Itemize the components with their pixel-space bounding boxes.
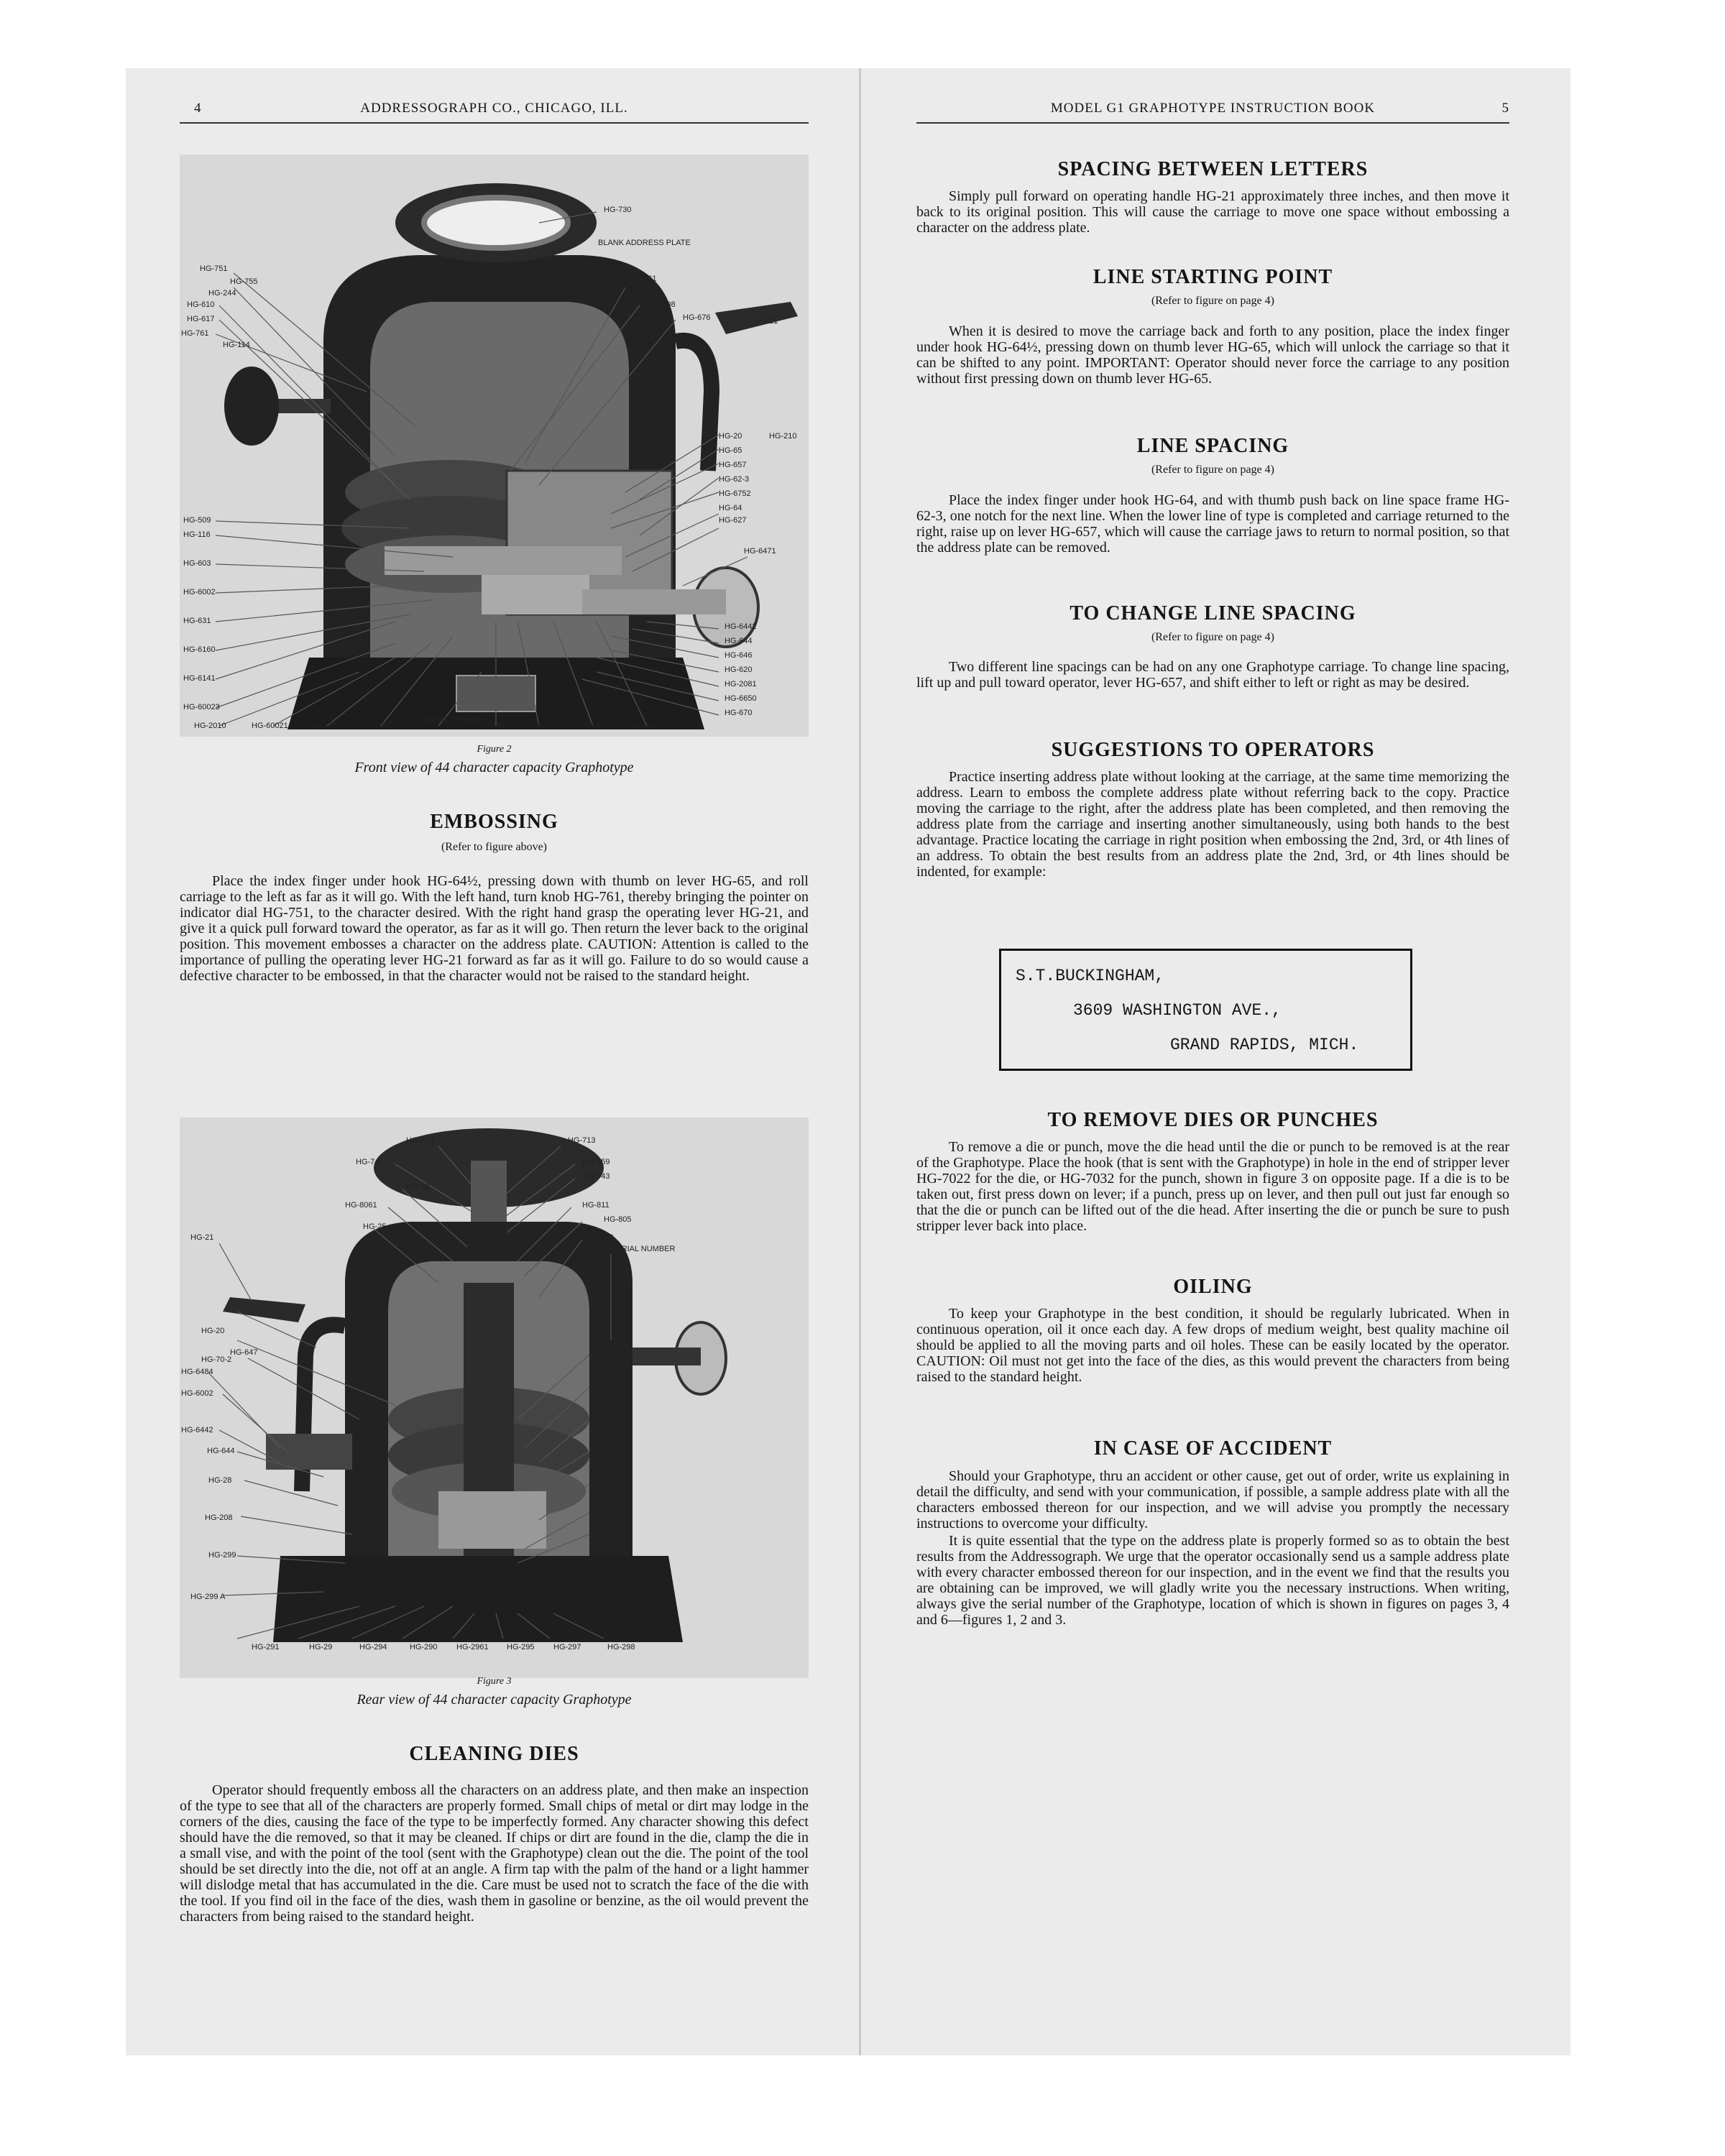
part-label: HG-8061: [345, 1201, 377, 1210]
accident-heading: IN CASE OF ACCIDENT: [1093, 1437, 1333, 1460]
figure-2-caption: Front view of 44 character capacity Graphotype: [354, 760, 634, 775]
part-label: HG-60021: [252, 722, 288, 730]
remove-dies-paragraph: To remove a die or punch, move the die head until the die or punch to be removed is at the rear of the Graphotype. Place the hook (that is sent with the Graphotype) in hole in the end of stripper lever HG-7022 for the die, or HG-7032 for the punch, shown in figure 3 on opposite page. If a die is to be taken out, first press down on lever; if a punch, press up on lever, and then pull out just far enough so that the die or punch can be lifted out of the die head. After inserting the die or punch be sure to push stripper lever back into place.: [916, 1139, 1509, 1234]
part-label: HG-7032: [597, 1413, 629, 1422]
address-line-2: 3609 WASHINGTON AVE.,: [1073, 1001, 1282, 1020]
part-label: HG-676: [683, 313, 711, 322]
line-start-paragraph: When it is desired to move the carriage back and forth to any position, place the index finger under hook HG-64½, pressing down on thumb lever HG-65, which will unlock the carriage so that it can be shifted to any point. IMPORTANT: Operator should never force the carriage to any position without first pressing down on thumb lever HG-65.: [916, 323, 1509, 387]
address-plate-example: [999, 949, 1412, 1071]
part-label: HG-620: [724, 665, 753, 674]
part-label: HG-297: [553, 1643, 581, 1651]
part-label: HG-730: [604, 206, 632, 214]
part-label: HG-6002: [181, 1389, 213, 1398]
part-label: HG-25: [363, 1222, 387, 1231]
part-label: HG-2010: [194, 722, 226, 730]
suggestions-paragraph: Practice inserting address plate without looking at the carriage, at the same time memorizing the address. Learn to emboss the complete address plate without referring back to the copy. Practice moving the carriage to the right, after the address plate has been completed, and then removing the address plate from the carriage and inserting another simultaneously, using both hands to the best advantage. Practice locating the carriage in right position when embossing the 2nd, 3rd, or 4th lines of an address. To obtain the best results from an address plate the 2nd, 3rd, or 4th lines should be indented, for example:: [916, 769, 1509, 880]
part-label: HG-661: [629, 275, 657, 283]
part-label: HG-20: [201, 1327, 225, 1335]
part-label: HG-6298: [643, 300, 676, 309]
part-label: HG-647: [230, 1348, 258, 1357]
part-label: HG-210: [769, 432, 797, 441]
part-label: HG-20: [719, 432, 742, 441]
part-label: HG-295: [507, 1643, 535, 1651]
part-label: HG-64½: [632, 722, 663, 730]
part-label: HG-303: [367, 722, 395, 730]
part-label: HG-294: [359, 1643, 387, 1651]
running-title: ADDRESSOGRAPH CO., CHICAGO, ILL.: [360, 101, 628, 116]
part-label: HG-240: [597, 1476, 625, 1485]
part-label: HG-62-3: [719, 475, 750, 484]
part-label: HG-6442: [181, 1426, 213, 1434]
part-label: HG-82: [406, 1183, 430, 1192]
part-label: HG-60023: [183, 703, 220, 711]
part-label: HG-805: [604, 1215, 632, 1224]
address-line-1: S.T.BUCKINGHAM,: [1016, 967, 1165, 985]
part-label: HG-759: [582, 1158, 610, 1166]
part-label: HG-700: [406, 1136, 434, 1145]
part-label: HG-300: [482, 722, 510, 730]
accident-paragraph-2: It is quite essential that the type on the address plate is properly formed so as to obtain the best results from the Addressograph. We urge that the operator occasionally send us a sample address plate with every character embossed thereon for our inspection, and in the event we find that the results you are obtaining can be improved, we will gladly write you the necessary instructions. When writing, always give the serial number of the Graphotype, location of which is shown in figures on pages 3, 4 and 6—figures 1, 2 and 3.: [916, 1533, 1509, 1628]
part-label: HG-290: [410, 1643, 438, 1651]
suggestions-heading: SUGGESTIONS TO OPERATORS: [1051, 739, 1375, 761]
part-label: HG-116: [183, 530, 211, 539]
part-label: HG-70-2: [201, 1355, 232, 1364]
spacing-letters-paragraph: Simply pull forward on operating handle HG-21 approximately three inches, and then move it back to its original position. This will cause the carriage to move one space without embossing a character on the address plate.: [916, 188, 1509, 236]
part-label: HG-644: [207, 1447, 235, 1455]
figure-2-label: Figure 2: [477, 744, 512, 755]
address-line-3: GRAND RAPIDS, MICH.: [1170, 1036, 1359, 1054]
remove-dies-heading: TO REMOVE DIES OR PUNCHES: [1047, 1109, 1379, 1131]
change-spacing-paragraph: Two different line spacings can be had on any one Graphotype carriage. To change line spacing, lift up and pull toward operator, lever HG-657, and shift either to left or right as may be desired.: [916, 659, 1509, 691]
part-label: HG-617: [187, 315, 215, 323]
part-label: HG-603: [183, 559, 211, 568]
part-label: HG-249: [597, 1445, 625, 1454]
line-start-subheading: (Refer to figure on page 4): [1151, 295, 1275, 307]
spacing-letters-heading: SPACING BETWEEN LETTERS: [1057, 158, 1368, 180]
part-label: HG-761: [181, 329, 209, 338]
part-label: HG-7022: [597, 1351, 629, 1360]
part-label: HG-2961: [456, 1643, 489, 1651]
oiling-heading: OILING: [1173, 1276, 1253, 1298]
part-label: HG-29: [309, 1643, 333, 1651]
part-label: HG-6484: [181, 1368, 213, 1376]
part-label: HG-509: [183, 516, 211, 525]
part-label: HG-811: [582, 1201, 610, 1210]
change-spacing-heading: TO CHANGE LINE SPACING: [1070, 602, 1356, 625]
embossing-heading: EMBOSSING: [430, 811, 558, 833]
part-label: HG-74: [356, 1158, 380, 1166]
change-spacing-subheading: (Refer to figure on page 4): [1151, 631, 1275, 643]
part-label: HG-713: [568, 1136, 596, 1145]
page-number: 4: [194, 101, 202, 116]
part-label: HG-6752: [719, 489, 751, 498]
accident-paragraph-1: Should your Graphotype, thru an accident or other cause, get out of order, write us explaining in detail the difficulty, and send with your communication, if possible, a sample address plate with all the characters embossed thereon for our inspection, and we will advise you promptly the necessary instructions to overcome your difficulty.: [916, 1468, 1509, 1531]
part-label: HG-208: [205, 1514, 233, 1522]
part-label: HG-301: [532, 722, 560, 730]
part-label: HG-2081: [724, 680, 757, 688]
running-header-right: [916, 101, 1509, 124]
line-spacing-subheading: (Refer to figure on page 4): [1151, 464, 1275, 476]
embossing-paragraph: Place the index finger under hook HG-64½, pressing down with thumb on lever HG-65, and roll carriage to the left as far as it will go. With the left hand, turn knob HG-761, thereby bringing the pointer on indicator dial HG-751, to the character desired. With the right hand grasp the operating lever HG-21, and give it a quick pull forward toward the operator, as far as it will go. Then return the lever back to the original position. This movement embosses a character on the address plate. CAUTION: Attention is called to the importance of pulling the operating lever HG-21 forward as far as it will go. Failure to do so would cause a defective character to be embossed, in that the character would not be raised to the standard height.: [180, 873, 809, 984]
figure-2-front-view: [180, 155, 809, 737]
page-number: 5: [1501, 101, 1509, 116]
part-label: HG-24: [597, 1506, 620, 1515]
part-label: HG-760: [586, 1233, 614, 1242]
part-label: SERIAL NUMBER: [420, 716, 485, 724]
oiling-paragraph: To keep your Graphotype in the best condition, it should be regularly lubricated. When in continuous operation, oil it once each day. A few drops of medium weight, best quality machine oil should be applied to all the moving parts and oil holes. These can be easily located by the operator. CAUTION: Oil must not get into the face of the dies, as this would prevent the characters from being raised to the standard height.: [916, 1306, 1509, 1385]
part-label: HG-291: [252, 1643, 280, 1651]
figure-3-label: Figure 3: [477, 1676, 512, 1687]
part-label: HG-299: [208, 1551, 236, 1560]
part-label: HG-228: [309, 722, 337, 730]
line-spacing-heading: LINE SPACING: [1136, 435, 1289, 457]
part-label: HG-646: [724, 651, 753, 660]
part-label: HG-627: [719, 516, 747, 525]
part-label: HG-244: [208, 289, 236, 298]
part-label: HG-743: [582, 1172, 610, 1181]
cleaning-dies-paragraph: Operator should frequently emboss all the characters on an address plate, and then make an inspection of the type to see that all of the characters are properly formed. Small chips of metal or dirt may lodge in the corners of the dies, causing the face of the type to be imperfectly formed. Any character showing this defect should have the die removed, so that it may be cleaned. If chips or dirt are found in the die, clamp the die in a small vise, and with the point of the tool (sent with the Graphotype) clean out the die. The point of the tool should be set directly into the die, not off at an angle. A firm tap with the palm of the hand or a light hammer will dislodge metal that has accumulated in the die. Care must be used not to scratch the face of the die with the tool. If you find oil in the face of the dies, wash them in gasoline or benzine, as the oil would prevent the characters from being raised to the standard height.: [180, 1782, 809, 1925]
part-label: HG-6251: [582, 722, 615, 730]
figure-3-caption: Rear view of 44 character capacity Graphotype: [356, 1692, 632, 1708]
part-label: HG-631: [183, 617, 211, 625]
cleaning-dies-heading: CLEANING DIES: [409, 1743, 579, 1765]
part-label: HG-65: [719, 446, 742, 455]
part-label: SERIAL NUMBER: [611, 1245, 676, 1253]
line-spacing-paragraph: Place the index finger under hook HG-64, and with thumb push back on line space frame HG-62-3, one notch for the next line. When the lower line of type is completed and carriage returned to the right, raise up on lever HG-657, which will cause the carriage jaws to return to normal position, so that the address plate can be removed.: [916, 492, 1509, 556]
part-label: HG-755: [230, 277, 258, 286]
part-label: HG-28: [208, 1476, 232, 1485]
part-label: HG-64: [719, 504, 742, 512]
part-label: HG-644: [724, 637, 753, 645]
part-label: HG-21: [755, 317, 778, 326]
line-start-heading: LINE STARTING POINT: [1092, 266, 1333, 288]
part-label: HG-6160: [183, 645, 216, 654]
part-label: HG-610: [187, 300, 215, 309]
part-label: HG-11: [597, 1528, 620, 1537]
part-label: HG-6141: [183, 674, 216, 683]
part-label: HG-657: [719, 461, 747, 469]
part-label: HG-298: [607, 1643, 635, 1651]
part-label: HG-6471: [744, 547, 776, 556]
embossing-subheading: (Refer to figure above): [441, 841, 548, 853]
figure-3-rear-view: [180, 1118, 809, 1678]
part-label: HG-21: [190, 1233, 214, 1242]
part-label: HG-247: [597, 1383, 625, 1391]
part-label: HG-6256: [629, 287, 661, 296]
part-label: BLANK ADDRESS PLATE: [598, 239, 691, 247]
part-label: HG-6650: [724, 694, 757, 703]
spine-gutter: [859, 68, 861, 2055]
part-label: HG-299 A: [190, 1593, 226, 1601]
part-label: HG-114: [223, 341, 250, 349]
part-label: HG-6002: [183, 588, 216, 596]
running-header-left: [180, 101, 809, 124]
part-label: HG-670: [724, 709, 753, 717]
running-title: MODEL G1 GRAPHOTYPE INSTRUCTION BOOK: [1050, 101, 1376, 116]
part-label: HG-751: [200, 264, 228, 273]
part-label: HG-6442: [724, 622, 757, 631]
